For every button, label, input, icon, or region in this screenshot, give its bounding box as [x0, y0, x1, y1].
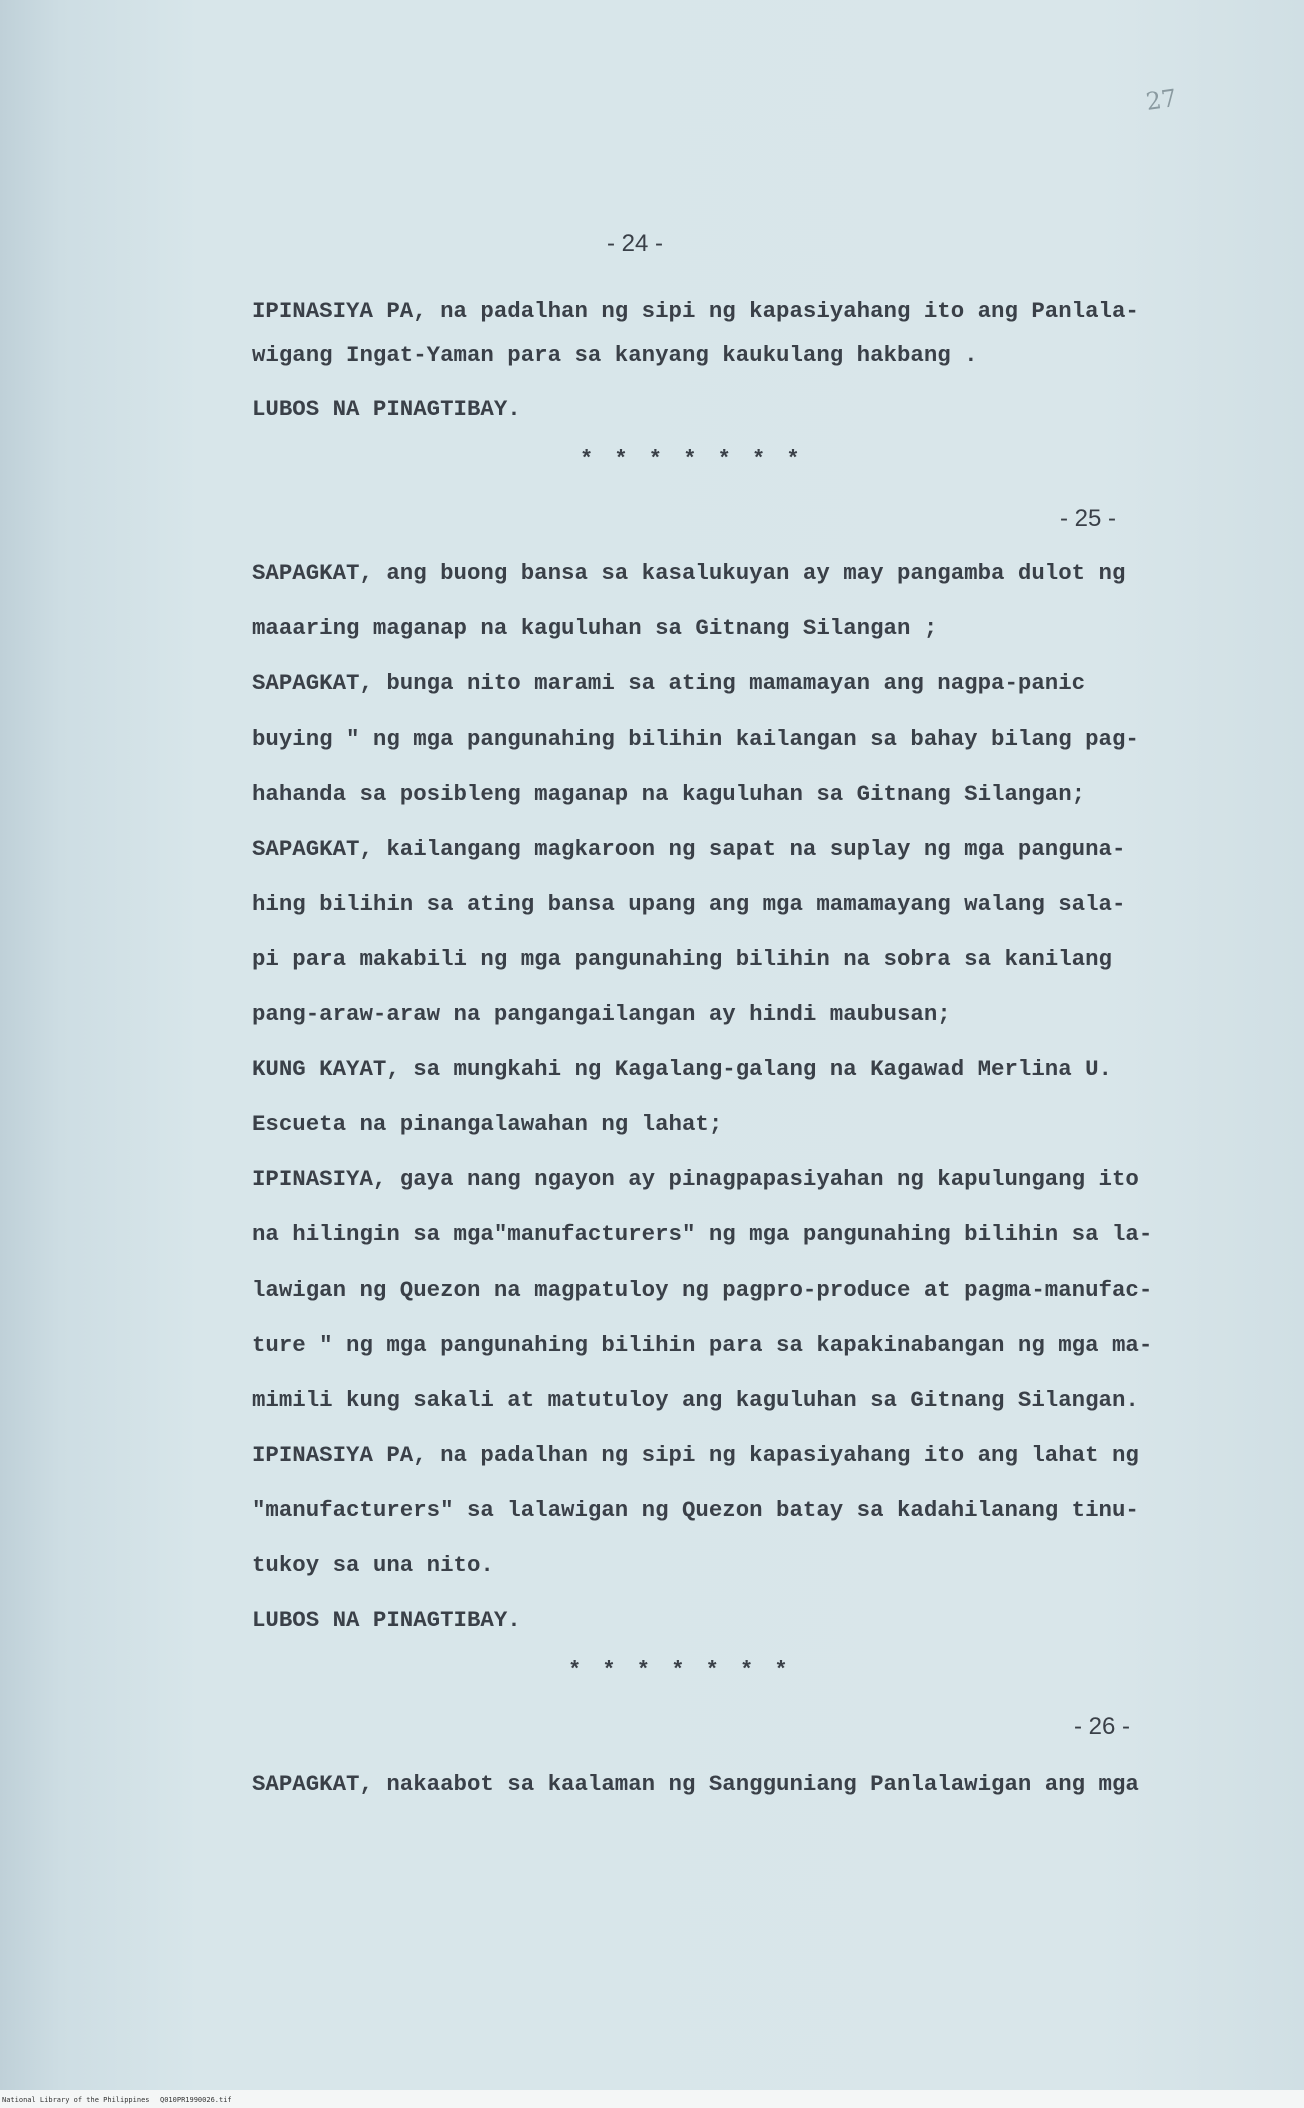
text-line: SAPAGKAT, bunga nito marami sa ating mamamayan ang nagpa-panic: [252, 670, 1086, 696]
text-line: tukoy sa una nito.: [252, 1552, 494, 1578]
text-line: mimili kung sakali at matutuloy ang kaguluhan sa Gitnang Silangan.: [252, 1387, 1139, 1413]
corner-handwritten-mark: 27: [1144, 84, 1179, 116]
text-line: IPINASIYA PA, na padalhan ng sipi ng kapasiyahang ito ang Panlala-: [252, 298, 1139, 324]
text-line: buying " ng mga pangunahing bilihin kailangan sa bahay bilang pag-: [252, 726, 1139, 752]
text-line: SAPAGKAT, ang buong bansa sa kasalukuyan ay may pangamba dulot ng: [252, 560, 1126, 586]
text-line: lawigan ng Quezon na magpatuloy ng pagpro-produce at pagma-manufac-: [252, 1277, 1153, 1303]
footer-source: National Library of the Philippines: [2, 2096, 150, 2104]
text-line: na hilingin sa mga"manufacturers" ng mga pangunahing bilihin sa la-: [252, 1221, 1153, 1247]
text-line: IPINASIYA PA, na padalhan ng sipi ng kapasiyahang ito ang lahat ng: [252, 1442, 1139, 1468]
footer-filename: Q010PR1990026.tif: [160, 2096, 232, 2104]
text-line: SAPAGKAT, kailangang magkaroon ng sapat na suplay ng mga panguna-: [252, 836, 1126, 862]
text-line: Escueta na pinangalawahan ng lahat;: [252, 1111, 723, 1137]
text-line: pi para makabili ng mga pangunahing bilihin na sobra sa kanilang: [252, 946, 1112, 972]
text-line: LUBOS NA PINAGTIBAY.: [252, 396, 521, 422]
text-line: hahanda sa posibleng maganap na kaguluhan sa Gitnang Silangan;: [252, 781, 1086, 807]
text-line: IPINASIYA, gaya nang ngayon ay pinagpapasiyahan ng kapulungang ito: [252, 1166, 1139, 1192]
text-line: LUBOS NA PINAGTIBAY.: [252, 1607, 521, 1633]
text-line: KUNG KAYAT, sa mungkahi ng Kagalang-galang na Kagawad Merlina U.: [252, 1056, 1112, 1082]
text-line: "manufacturers" sa lalawigan ng Quezon batay sa kadahilanang tinu-: [252, 1497, 1139, 1523]
section-separator: * * * * * * *: [568, 1658, 792, 1683]
page-number: - 24 -: [607, 230, 664, 257]
text-line: wigang Ingat-Yaman para sa kanyang kaukulang hakbang .: [252, 342, 978, 368]
section-separator: * * * * * * *: [580, 447, 804, 472]
text-line: SAPAGKAT, nakaabot sa kaalaman ng Sangguniang Panlalawigan ang mga: [252, 1771, 1139, 1797]
text-line: hing bilihin sa ating bansa upang ang mga mamamayang walang sala-: [252, 891, 1126, 917]
resolution-number: - 25 -: [1060, 505, 1117, 532]
text-line: maaaring maganap na kaguluhan sa Gitnang Silangan ;: [252, 615, 938, 641]
text-line: ture " ng mga pangunahing bilihin para sa kapakinabangan ng mga ma-: [252, 1332, 1153, 1358]
resolution-number: - 26 -: [1074, 1713, 1131, 1740]
text-line: pang-araw-araw na pangangailangan ay hindi maubusan;: [252, 1001, 951, 1027]
